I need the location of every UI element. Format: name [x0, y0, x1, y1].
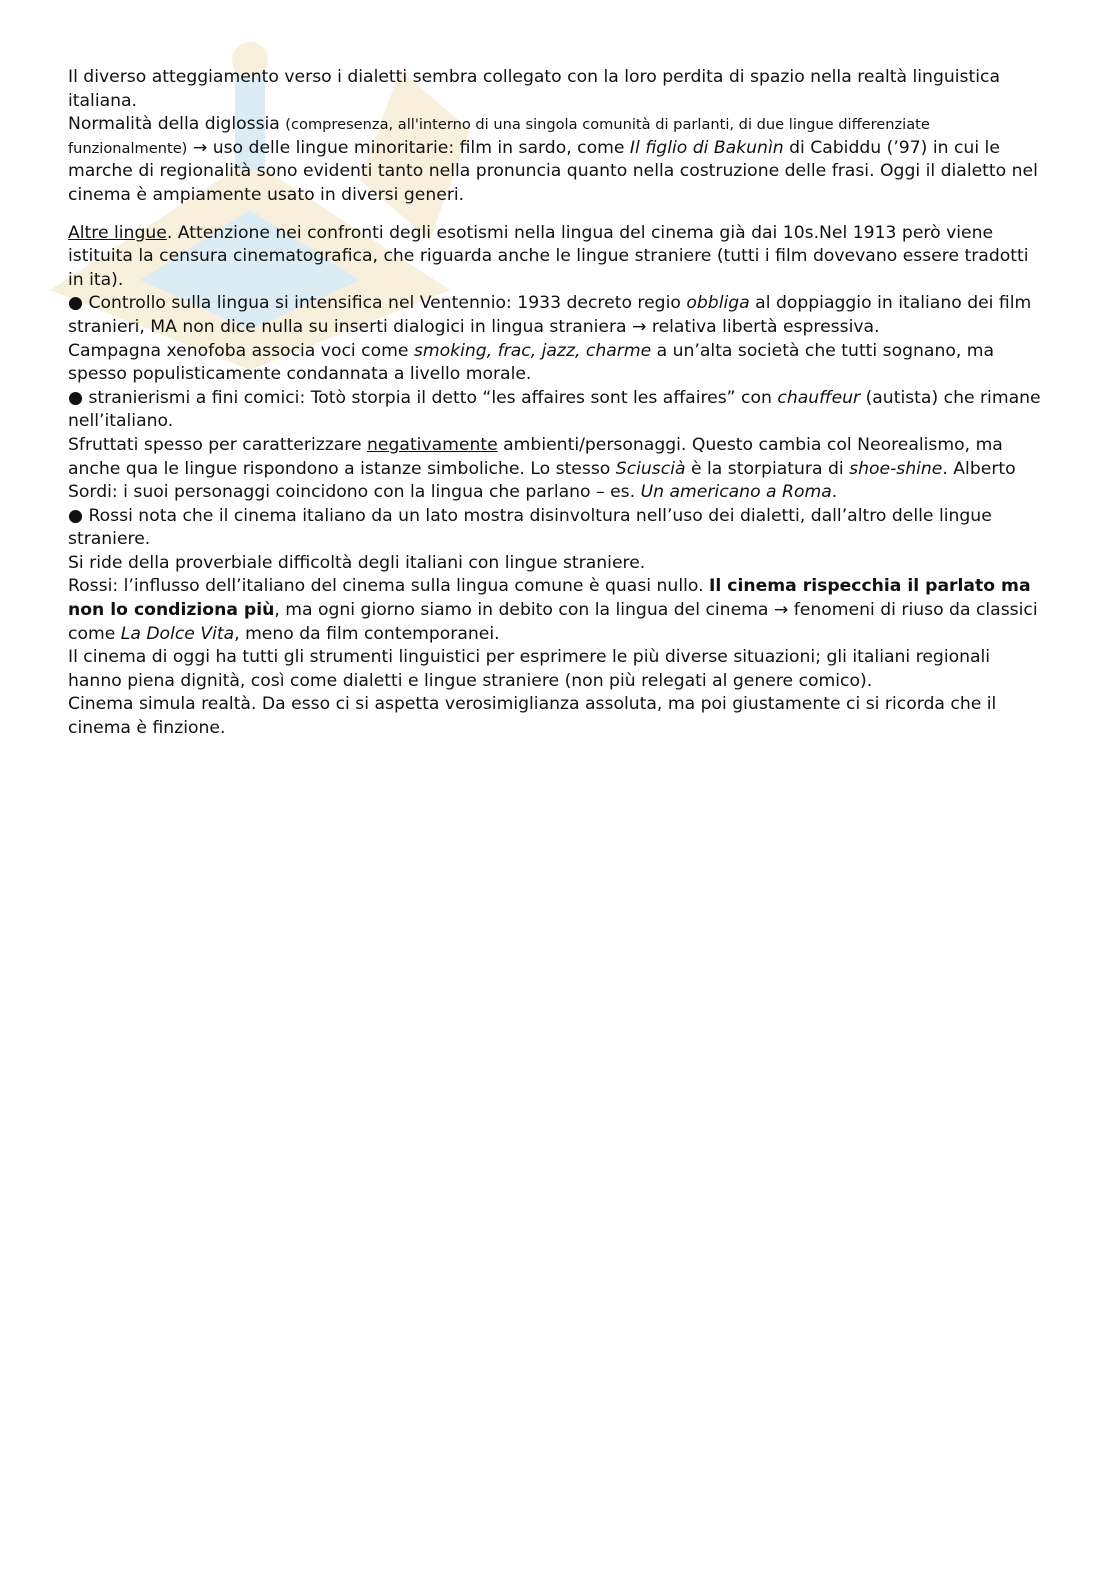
document-body: [68, 66, 1048, 741]
paragraph: Il cinema di oggi ha tutti gli strumenti linguistici per esprimere le più diverse situazioni; gli italiani regionali hanno piena dignità, così come dialetti e lingue straniere (non più relegati al genere comico).: [68, 647, 991, 691]
paragraph: Normalità della diglossia (compresenza, all'interno di una singola comunità di parlanti, di due lingue differenziate funzionalmente) → uso delle lingue minoritarie: film in sardo, come Il figlio di Bakunìn di Cabiddu (’97) in cui le marche di regionalità sono evidenti tanto nella pronuncia quanto nella costruzione delle frasi. Oggi il dialetto nel cinema è ampiamente usato in diversi generi.: [68, 114, 1038, 205]
arrow-icon: →: [187, 137, 213, 158]
bullet-item: ● stranierismi a fini comici: Totò storpia il detto “les affaires sont les affaires” con chauffeur (autista) che rimane nell’italiano.: [68, 387, 1041, 432]
bullet-item: ● Rossi nota che il cinema italiano da un lato mostra disinvoltura nell’uso dei dialetti, dall’altro delle lingue straniere.: [68, 505, 992, 550]
paragraph: Il diverso atteggiamento verso i dialetti sembra collegato con la loro perdita di spazio nella realtà linguistica italiana.: [68, 67, 1000, 111]
paragraph: Altre lingue. Attenzione nei confronti degli esotismi nella lingua del cinema già dai 10s.Nel 1913 però viene istituita la censura cinematografica, che riguarda anche le lingue straniere (tutti i film dovevano essere tradotti in ita).: [68, 222, 1029, 290]
bullet-item: ● Controllo sulla lingua si intensifica nel Ventennio: 1933 decreto regio obbliga al doppiaggio in italiano dei film stranieri, MA non dice nulla su inserti dialogici in lingua straniera → relativa libertà espressiva.: [68, 293, 1032, 337]
bullet-icon: ●: [68, 505, 89, 526]
paragraph: Rossi: l’influsso dell’italiano del cinema sulla lingua comune è quasi nullo. Il cinema rispecchia il parlato ma non lo condiziona più, ma ogni giorno siamo in debito con la lingua del cinema → fenomeni di riuso da classici come La Dolce Vita, meno da film contemporanei.: [68, 576, 1038, 644]
paragraph: Si ride della proverbiale difficoltà degli italiani con lingue straniere.: [68, 552, 646, 573]
paragraph: Sfruttati spesso per caratterizzare negativamente ambienti/personaggi. Questo cambia col Neorealismo, ma anche qua le lingue rispondono a istanze simboliche. Lo stesso Sciuscià è la storpiatura di shoe-shine. Alberto Sordi: i suoi personaggi coincidono con la lingua che parlano – es. Un americano a Roma.: [68, 434, 1016, 503]
section-heading: Altre lingue: [68, 222, 167, 243]
bullet-icon: ●: [68, 293, 89, 314]
paragraph: Cinema simula realtà. Da esso ci si aspetta verosimiglianza assoluta, ma poi giustamente ci si ricorda che il cinema è finzione.: [68, 694, 997, 739]
paragraph: Campagna xenofoba associa voci come smoking, frac, jazz, charme a un’alta società che tutti sognano, ma spesso populisticamente condannata a livello morale.: [68, 340, 995, 385]
note: (compresenza, all'interno di una singola comunità di parlanti, di due lingue differenziate funzionalmente): [68, 116, 930, 157]
bullet-icon: ●: [68, 387, 89, 408]
